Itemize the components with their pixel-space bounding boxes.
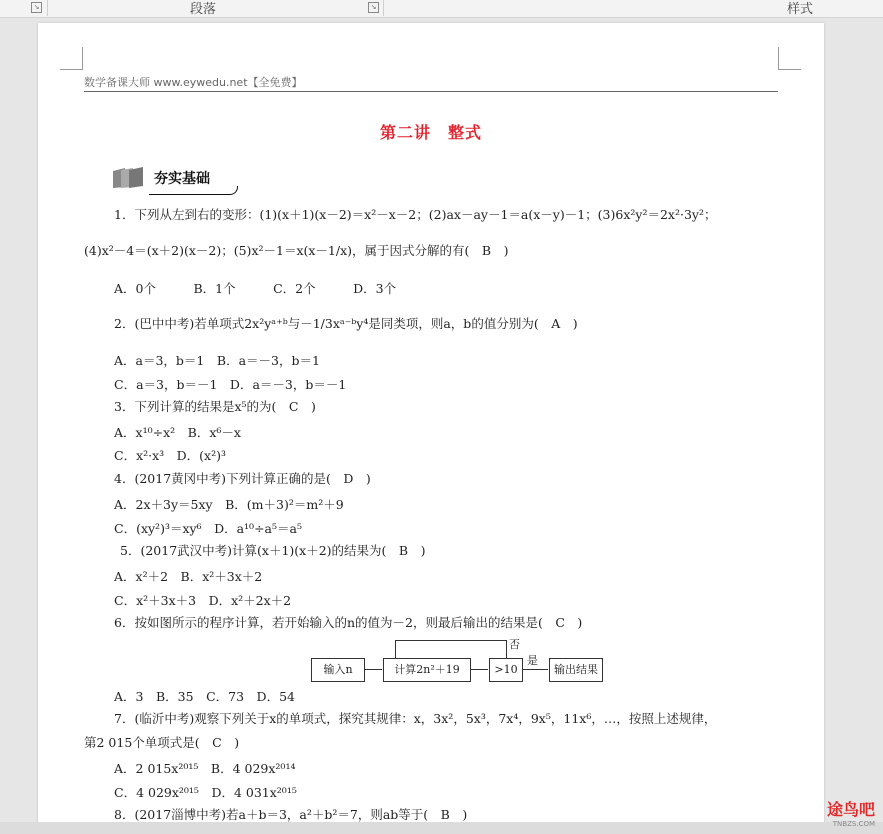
- question-5-stem: 5．(2017武汉中考)计算(x＋1)(x＋2)的结果为( B ): [120, 543, 426, 558]
- flow-arrow: [364, 669, 382, 670]
- watermark-text: 途鸟吧: [826, 800, 875, 819]
- flow-no-label: 否: [509, 638, 520, 651]
- watermark-logo: [827, 797, 875, 828]
- flow-arrow: [470, 669, 488, 670]
- ribbon-bar: [0, 0, 883, 18]
- question-6-options: A．3 B．35 C．73 D．54: [114, 689, 295, 704]
- flow-condition-box: >10: [489, 658, 523, 682]
- flow-input-box: 输入n: [311, 658, 365, 682]
- flowchart: [311, 640, 611, 682]
- question-5-options-1: A．x²＋2 B．x²＋3x＋2: [114, 569, 263, 584]
- flow-yes-label: 是: [527, 654, 538, 667]
- question-5-options-2: C．x²＋3x＋3 D．x²＋2x＋2: [114, 593, 292, 608]
- question-7-options-2: C．4 029x²⁰¹⁵ D．4 031x²⁰¹⁵: [114, 785, 297, 800]
- question-2-options-1: A．a＝3，b＝1 B．a＝－3，b＝1: [114, 353, 320, 368]
- question-6-stem: 6．按如图所示的程序计算，若开始输入的n的值为－2，则最后输出的结果是( C ): [114, 615, 583, 630]
- question-3-options-1: A．x¹⁰÷x² B．x⁶－x: [114, 425, 241, 440]
- question-1-line2: (4)x²－4＝(x＋2)(x－2)；(5)x²－1＝x(x－1/x)，属于因式分解的有( B ): [84, 243, 509, 258]
- section-underline: [149, 186, 238, 195]
- paragraph-launcher-icon[interactable]: ↘: [368, 2, 379, 13]
- ribbon-separator: [383, 0, 384, 16]
- flow-arrow: [522, 669, 548, 670]
- flow-output-box: 输出结果: [549, 658, 603, 682]
- question-2-options-2: C．a＝3，b＝－1 D．a＝－3，b＝－1: [114, 377, 347, 392]
- question-8-stem: 8．(2017淄博中考)若a＋b＝3，a²＋b²＝7，则ab等于( B ): [114, 807, 468, 822]
- question-7-line1: 7．(临沂中考)观察下列关于x的单项式，探究其规律：x，3x²，5x³，7x⁴，9x⁵，11x⁶，…，按照上述规律，: [114, 711, 717, 726]
- question-4-options-2: C．(xy²)³＝xy⁶ D．a¹⁰÷a⁵＝a⁵: [114, 521, 302, 536]
- page-header: 数学备课大师 www.eywedu.net【全免费】: [84, 76, 303, 89]
- question-4-stem: 4．(2017黄冈中考)下列计算正确的是( D ): [114, 471, 371, 486]
- page-title: 第二讲 整式: [379, 123, 482, 142]
- question-7-options-1: A．2 015x²⁰¹⁵ B．4 029x²⁰¹⁴: [114, 761, 296, 776]
- flow-compute-box: 计算2n²＋19: [383, 658, 471, 682]
- question-7-line2: 第2 015个单项式是( C ): [84, 735, 240, 750]
- ribbon-group-paragraph: 段落: [190, 2, 217, 17]
- question-1-options: A．0个 B．1个 C．2个 D．3个: [114, 281, 397, 296]
- watermark-sub: TNBZS.COM: [832, 820, 875, 828]
- question-3-stem: 3．下列计算的结果是x⁵的为( C ): [114, 399, 316, 414]
- status-strip: [0, 822, 883, 834]
- crop-mark: [60, 47, 83, 70]
- ribbon-group-styles: 样式: [787, 2, 814, 17]
- header-rule: [84, 91, 778, 92]
- question-2-stem: 2．(巴中中考)若单项式2x²yᵃ⁺ᵇ与－1/3xᵃ⁻ᵇy⁴是同类项，则a，b的值分别为( A ): [114, 316, 578, 331]
- books-icon: [111, 167, 147, 189]
- dialog-launcher-icon[interactable]: ↘: [31, 2, 42, 13]
- crop-mark: [778, 47, 801, 70]
- question-3-options-2: C．x²·x³ D．(x²)³: [114, 448, 227, 463]
- flow-loop-line: [395, 640, 507, 659]
- section-title: 夯实基础: [154, 171, 210, 187]
- ribbon-separator: [47, 0, 48, 16]
- section-heading: [111, 165, 251, 191]
- question-1-line1: 1．下列从左到右的变形：(1)(x＋1)(x－2)＝x²－x－2；(2)ax－ay－1＝a(x－y)－1；(3)6x²y²＝2x²·3y²；: [114, 207, 717, 222]
- question-4-options-1: A．2x＋3y＝5xy B．(m＋3)²＝m²＋9: [114, 497, 344, 512]
- document-page[interactable]: [38, 23, 824, 834]
